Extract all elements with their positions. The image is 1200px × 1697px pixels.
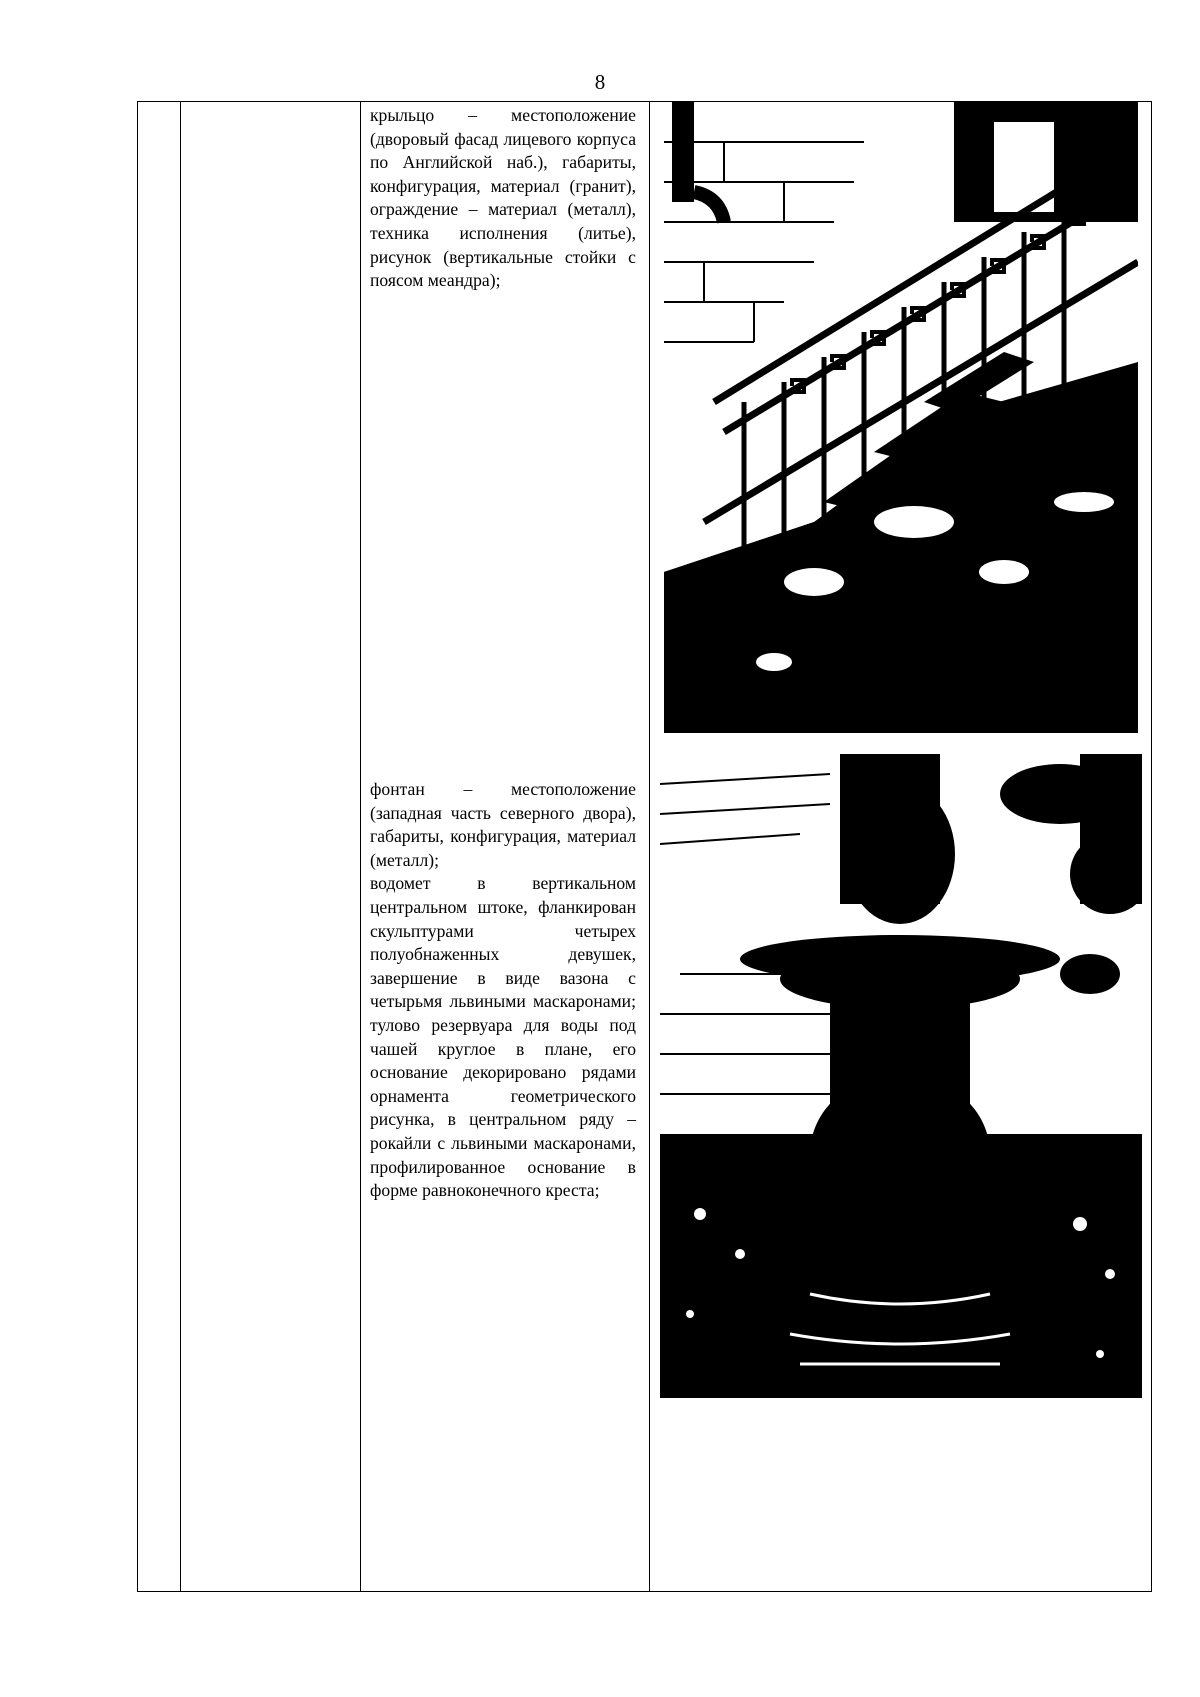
column-divider (649, 102, 650, 1591)
fountain-photo (660, 754, 1142, 1398)
page-number: 8 (594, 70, 606, 94)
staircase-photo (664, 102, 1138, 733)
description-cell-porch (370, 104, 636, 293)
column-divider (360, 102, 361, 1591)
description-cell-fountain (370, 778, 636, 1203)
fountain-description-detail: водомет в вертикальном центральном штоке, фланкирован скульптурами четырех полуобнаженных девушек, завершение в виде вазона с четырьмя львиными маскаронами; тулово резервуара для воды под чашей круглое в плане, его основание декорировано рядами орнамента геометрического рисунка, в центральном ряду – рокайли с львиными маскаронами, профилированное основание в форме равноконечного креста; (370, 873, 636, 1201)
fountain-description-intro: фонтан – местоположение (западная часть северного двора), габариты, конфигурация, материал (металл); (370, 779, 636, 870)
porch-description: крыльцо – местоположение (дворовый фасад лицевого корпуса по Английской наб.), габариты, конфигурация, материал (гранит), ограждение – материал (металл), техника исполнения (литье), рисунок (вертикальные стойки с поясом меандра); (370, 105, 636, 291)
column-divider (180, 102, 181, 1591)
